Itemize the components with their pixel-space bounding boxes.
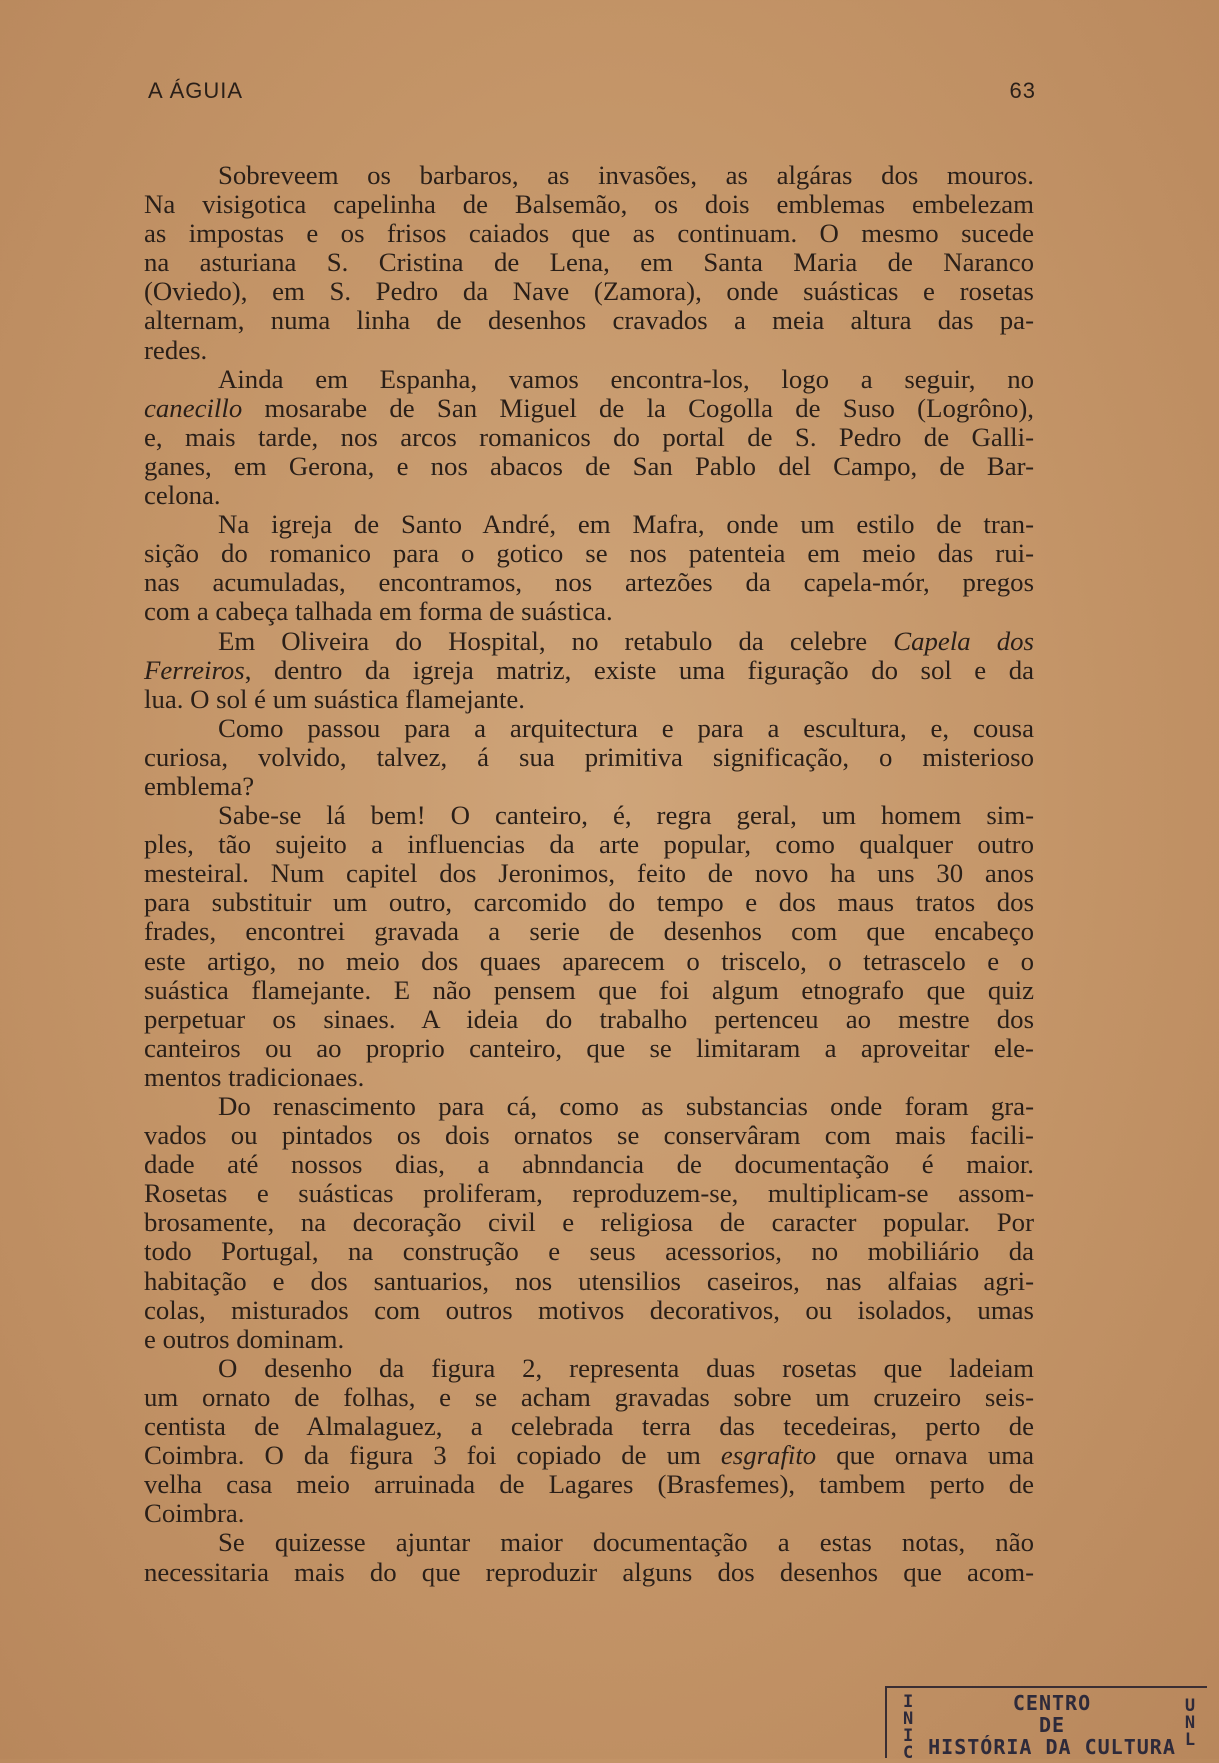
text-line: nas acumuladas, encontramos, nos artezões da capela-mór, pregos	[144, 567, 1034, 598]
italic-term: Capela dos	[893, 625, 1034, 656]
text-line: curiosa, volvido, talvez, á sua primitiva significação, o misterioso	[144, 741, 1034, 772]
stamp-letter: U	[1184, 1696, 1196, 1716]
text-line: emblema?	[144, 770, 255, 801]
text-line: centista de Almalaguez, a celebrada terra das tecedeiras, perto de	[144, 1411, 1034, 1442]
text-line: Na igreja de Santo André, em Mafra, onde um estilo de tran-	[218, 509, 1034, 540]
italic-term: Ferreiros	[144, 654, 245, 685]
text-line: um ornato de folhas, e se acham gravadas sobre um cruzeiro seis-	[144, 1381, 1034, 1412]
text-line: celona.	[144, 480, 221, 511]
text-line: redes.	[144, 334, 208, 365]
italic-term: esgrafito	[720, 1440, 817, 1471]
text-line: mesteiral. Num capitel dos Jeronimos, feito de novo ha uns 30 anos	[144, 858, 1034, 889]
stamp-letter: N	[903, 1709, 914, 1729]
text-line: ganes, em Gerona, e nos abacos de San Pablo del Campo, de Bar-	[144, 450, 1034, 481]
running-header	[148, 78, 1036, 104]
text-line: vados ou pintados os dois ornatos se conservâram com mais facili-	[144, 1120, 1034, 1151]
text-line: Em Oliveira do Hospital, no retabulo da celebre Capela dos	[218, 625, 1034, 656]
text-line: O desenho da figura 2, representa duas rosetas que ladeiam	[218, 1352, 1034, 1383]
text-line: para substituir um outro, carcomido do tempo e dos maus tratos dos	[144, 887, 1034, 918]
text-line: Do renascimento para cá, como as substancias onde foram gra-	[218, 1091, 1034, 1121]
text-line: (Oviedo), em S. Pedro da Nave (Zamora), onde suásticas e rosetas	[144, 276, 1034, 307]
text-line: Sobreveem os barbaros, as invasões, as algáras dos mouros.	[218, 160, 1034, 190]
stamp-left-letters	[903, 1694, 917, 1762]
journal-title: A ÁGUIA	[148, 78, 244, 103]
text-line: Se quizesse ajuntar maior documentação a estas notas, não	[218, 1527, 1034, 1558]
page-number: 63	[1009, 78, 1036, 103]
text-line: Ferreiros, dentro da igreja matriz, existe uma figuração do sol e da	[144, 654, 1034, 685]
stamp-right-letters	[1183, 1698, 1197, 1749]
text-line: habitação e dos santuarios, nos utensilios caseiros, nas alfaias agri-	[144, 1265, 1034, 1296]
text-line: Na visigotica capelinha de Balsemão, os dois emblemas embelezam	[144, 189, 1034, 220]
stamp-letter: I	[903, 1726, 914, 1746]
text-line: Ainda em Espanha, vamos encontra-los, logo a seguir, no	[218, 363, 1034, 394]
text-line: suástica flamejante. E não pensem que foi algum etnografo que quiz	[144, 974, 1034, 1005]
stamp-letter: I	[903, 1692, 914, 1712]
text-line: e, mais tarde, nos arcos romanicos do portal de S. Pedro de Galli-	[144, 421, 1034, 452]
stamp-letter: C	[903, 1743, 914, 1763]
text-line: canteiros ou ao proprio canteiro, que se limitaram a aproveitar ele-	[144, 1032, 1034, 1063]
text-line: e outros dominam.	[144, 1323, 345, 1354]
text-line: Como passou para a arquitectura e para a escultura, e, cousa	[218, 712, 1034, 743]
stamp-line: DE	[1038, 1713, 1066, 1737]
text-line: lua. O sol é um suástica flamejante.	[144, 683, 525, 714]
stamp-letter: N	[1184, 1713, 1196, 1733]
text-line: necessitaria mais do que reproduzir alguns dos desenhos que acom-	[144, 1556, 1034, 1587]
text-line: colas, misturados com outros motivos decorativos, ou isolados, umas	[144, 1294, 1034, 1325]
text-line: ples, tão sujeito a influencias da arte popular, como qualquer outro	[144, 829, 1034, 860]
stamp-letter: L	[1184, 1730, 1196, 1750]
stamp-line: CENTRO	[1012, 1691, 1092, 1715]
text-line: este artigo, no meio dos quaes aparecem o triscelo, o tetrascelo e o	[144, 945, 1034, 976]
text-line: na asturiana S. Cristina de Lena, em Santa Maria de Naranco	[144, 247, 1034, 278]
stamp-center-text	[927, 1692, 1177, 1758]
text-line: alternam, numa linha de desenhos cravados a meia altura das pa-	[144, 305, 1034, 336]
text-line: perpetuar os sinaes. A ideia do trabalho pertenceu ao mestre dos	[144, 1003, 1034, 1034]
text-line: dade até nossos dias, a abnndancia de documentação é maior.	[144, 1149, 1034, 1180]
library-stamp	[885, 1686, 1207, 1763]
text-line: mentos tradicionaes.	[144, 1061, 365, 1092]
text-line: Sabe-se lá bem! O canteiro, é, regra geral, um homem sim-	[218, 800, 1034, 831]
body-text	[144, 161, 1034, 1587]
stamp-line: HISTÓRIA DA CULTURA	[928, 1735, 1176, 1759]
italic-term: canecillo	[144, 392, 243, 423]
text-line: brosamente, na decoração civil e religiosa de caracter popular. Por	[144, 1207, 1034, 1238]
text-line: Rosetas e suásticas proliferam, reproduzem-se, multiplicam-se assom-	[144, 1178, 1034, 1209]
text-line: Coimbra. O da figura 3 foi copiado de um esgrafito que ornava uma	[144, 1440, 1034, 1471]
text-line: sição do romanico para o gotico se nos patenteia em meio das rui-	[144, 538, 1034, 569]
text-line: velha casa meio arruinada de Lagares (Brasfemes), tambem perto de	[144, 1469, 1034, 1500]
text-line: com a cabeça talhada em forma de suástica.	[144, 596, 613, 627]
text-line: as impostas e os frisos caiados que as continuam. O mesmo sucede	[144, 218, 1034, 249]
text-line: canecillo mosarabe de San Miguel de la Cogolla de Suso (Logrôno),	[144, 392, 1034, 423]
text-line: frades, encontrei gravada a serie de desenhos com que encabeço	[144, 916, 1034, 947]
text-line: todo Portugal, na construção e seus acessorios, no mobiliário da	[144, 1236, 1034, 1267]
text-line: Coimbra.	[144, 1498, 245, 1529]
